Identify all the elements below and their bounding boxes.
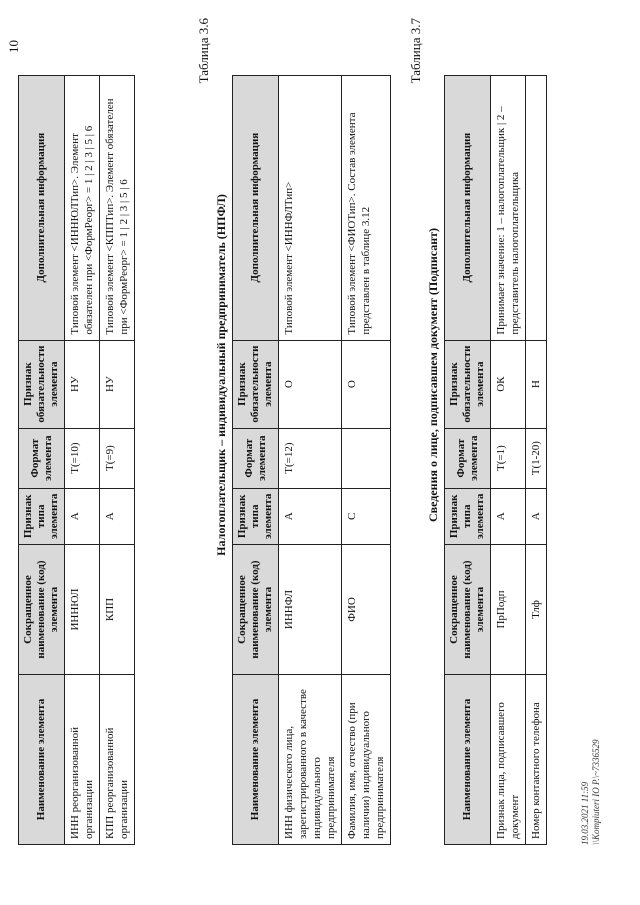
cell-type: А	[65, 488, 100, 544]
table-number: Таблица 3.7	[408, 18, 423, 84]
cell-required: О	[342, 340, 391, 428]
header-name: Наименование элемента	[19, 675, 65, 845]
table-36	[232, 75, 391, 845]
page-number: 10	[6, 40, 21, 53]
header-format: Формат элемента	[19, 428, 65, 488]
table-row	[279, 75, 342, 844]
table-3-7	[444, 75, 547, 845]
table-header-row	[19, 75, 65, 844]
table-row	[65, 75, 100, 844]
table-row	[342, 75, 391, 844]
cell-name: Фамилия, имя, отчество (при наличии) индивидуального предпринимателя	[342, 675, 391, 845]
cell-type: А	[100, 488, 135, 544]
cell-code: ИННФЛ	[279, 545, 342, 675]
header-format: Формат элемента	[233, 428, 279, 488]
cell-name: ИНН физического лица, зарегистрированного в качестве индивидуального предпринимателя	[279, 675, 342, 845]
cell-info: Типовой элемент <ИННЮЛТип>. Элемент обязателен при <ФормРеорг> = 1 | 2 | 3 | 5 | 6	[65, 75, 100, 340]
cell-code: КПП	[100, 545, 135, 675]
cell-required: НУ	[65, 340, 100, 428]
header-required: Признак обязательности элемента	[445, 340, 491, 428]
header-type: Признак типа элемента	[19, 488, 65, 544]
header-format: Формат элемента	[445, 428, 491, 488]
cell-format: T(1-20)	[526, 428, 547, 488]
header-required: Признак обязательности элемента	[233, 340, 279, 428]
cell-format: T(=9)	[100, 428, 135, 488]
header-required: Признак обязательности элемента	[19, 340, 65, 428]
header-info: Дополнительная информация	[19, 75, 65, 340]
cell-info: Типовой элемент <ИННФЛТип>	[279, 75, 342, 340]
cell-code: ПрПодп	[491, 545, 526, 675]
print-footer	[580, 740, 602, 845]
cell-code: Тлф	[526, 545, 547, 675]
header-info: Дополнительная информация	[233, 75, 279, 340]
footer-timestamp: 19.03.2021 11:59	[580, 781, 590, 845]
table-header-row	[445, 75, 491, 844]
header-name: Наименование элемента	[445, 675, 491, 845]
cell-type: С	[342, 488, 391, 544]
header-name: Наименование элемента	[233, 675, 279, 845]
cell-format: T(=12)	[279, 428, 342, 488]
cell-type: А	[491, 488, 526, 544]
table-continued	[18, 75, 135, 845]
header-code: Сокращенное наименование (код) элемента	[233, 545, 279, 675]
table-3-6	[232, 75, 391, 845]
table-row	[526, 75, 547, 844]
cell-format: T(=10)	[65, 428, 100, 488]
cell-code: ФИО	[342, 545, 391, 675]
cell-info	[526, 75, 547, 340]
table-37	[444, 75, 547, 845]
table-row	[491, 75, 526, 844]
cell-type: А	[526, 488, 547, 544]
table-row	[100, 75, 135, 844]
header-type: Признак типа элемента	[233, 488, 279, 544]
table-title: Сведения о лице, подписавшем документ (Подписант)	[426, 227, 440, 523]
header-code: Сокращенное наименование (код) элемента	[445, 545, 491, 675]
cell-required: Н	[526, 340, 547, 428]
cell-name: Признак лица, подписавшего документ	[491, 675, 526, 845]
cell-info: Типовой элемент <ФИОТип>. Состав элемента представлен в таблице 3.12	[342, 75, 391, 340]
cell-format	[342, 428, 391, 488]
table-title: Налогоплательщик – индивидуальный предприниматель (НПФЛ)	[214, 194, 228, 556]
cell-name: КПП реорганизованной организации	[100, 675, 135, 845]
footer-path: \\Kompiuteri IO P.\~7336529	[591, 739, 601, 845]
cell-info: Типовой элемент <КППТип>. Элемент обязателен при <ФормРеорг> = 1 | 2 | 3 | 5 | 6	[100, 75, 135, 340]
cell-type: А	[279, 488, 342, 544]
cell-name: Номер контактного телефона	[526, 675, 547, 845]
cell-code: ИННЮЛ	[65, 545, 100, 675]
header-code: Сокращенное наименование (код) элемента	[19, 545, 65, 675]
cell-format: T(=1)	[491, 428, 526, 488]
header-type: Признак типа элемента	[445, 488, 491, 544]
table-header-row	[233, 75, 279, 844]
cell-name: ИНН реорганизованной организации	[65, 675, 100, 845]
cell-required: ОК	[491, 340, 526, 428]
table-prev	[18, 75, 135, 845]
cell-required: НУ	[100, 340, 135, 428]
table-number: Таблица 3.6	[196, 18, 211, 84]
cell-info: Принимает значение: 1 – налогоплательщик | 2 – представитель налогоплательщика	[491, 75, 526, 340]
header-info: Дополнительная информация	[445, 75, 491, 340]
cell-required: О	[279, 340, 342, 428]
